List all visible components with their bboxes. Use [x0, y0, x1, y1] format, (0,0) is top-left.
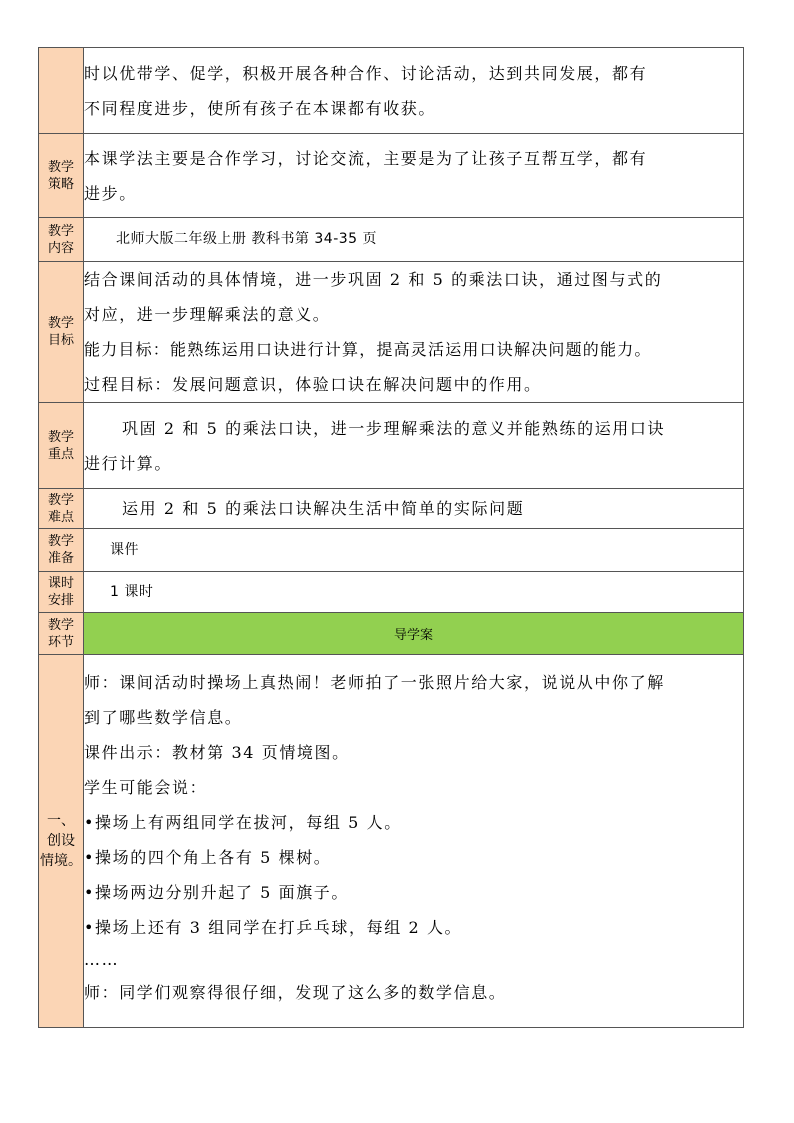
scenario-bullet: •操场的四个角上各有 5 棵树。 — [84, 848, 332, 867]
goals-line: 能力目标：能熟练运用口诀进行计算，提高灵活运用口诀解决问题的能力。 — [84, 340, 652, 359]
schedule-content — [84, 572, 744, 613]
strategy-row — [39, 134, 744, 218]
label-top: 教学 — [47, 316, 74, 331]
goals-content — [84, 262, 744, 403]
goals-label — [39, 262, 84, 403]
scenario-line: 师：同学们观察得很仔细，发现了这么多的数学信息。 — [84, 983, 507, 1002]
key-points-row — [39, 403, 744, 489]
strategy-line: 本课学法主要是合作学习，讨论交流，主要是为了让孩子互帮互学，都有 — [84, 148, 648, 168]
label-bottom: 环节 — [47, 634, 74, 650]
difficulty-row — [39, 489, 744, 529]
label-top: 教学 — [47, 159, 74, 175]
key-points-label — [39, 403, 84, 489]
difficulty-text: 运用 2 和 5 的乘法口诀解决生活中简单的实际问题 — [122, 498, 525, 518]
scenario-line: 课件出示：教材第 34 页情境图。 — [84, 743, 350, 762]
intro-line: 时以优带学、促学，积极开展各种合作、讨论活动，达到共同发展，都有 — [84, 63, 648, 83]
label-line: 创设 — [47, 833, 75, 849]
preparation-text: 课件 — [110, 542, 139, 558]
lesson-plan-table — [38, 47, 744, 1028]
scenario-bullet: •操场两边分别升起了 5 面旗子。 — [84, 883, 349, 902]
difficulty-label — [39, 489, 84, 529]
preparation-row — [39, 529, 744, 572]
scenario-label — [39, 655, 84, 1028]
goals-line: 过程目标：发展问题意识，体验口诀在解决问题中的作用。 — [84, 375, 542, 394]
schedule-label — [39, 572, 84, 613]
scenario-ellipsis: …… — [84, 950, 120, 969]
label-bottom: 安排 — [47, 593, 74, 608]
scenario-line: 到了哪些数学信息。 — [84, 708, 243, 727]
key-points-content — [84, 403, 744, 489]
strategy-content — [84, 134, 744, 218]
label-bottom: 内容 — [47, 240, 74, 256]
schedule-text: 1 课时 — [110, 584, 154, 600]
intro-row — [39, 48, 744, 134]
scenario-bullet: •操场上有两组同学在拔河，每组 5 人。 — [84, 813, 402, 832]
goals-row — [39, 262, 744, 403]
label-top: 教学 — [47, 492, 74, 508]
scenario-content — [84, 655, 744, 1028]
label-line: 一、 — [47, 813, 75, 829]
goals-line: 对应，进一步理解乘法的意义。 — [84, 305, 331, 324]
label-bottom: 策略 — [47, 176, 74, 192]
label-top: 教学 — [47, 617, 74, 633]
difficulty-content — [84, 489, 744, 529]
content-content — [84, 218, 744, 262]
strategy-line: 进步。 — [84, 183, 137, 203]
intro-label-cell — [39, 48, 84, 134]
label-top: 教学 — [47, 429, 74, 445]
preparation-label — [39, 529, 84, 572]
scenario-line: 学生可能会说： — [84, 778, 208, 797]
intro-content — [84, 48, 744, 134]
section-label — [39, 613, 84, 655]
label-bottom: 难点 — [47, 509, 74, 525]
section-row — [39, 613, 744, 655]
content-row — [39, 218, 744, 262]
label-line: 情境。 — [40, 853, 82, 869]
preparation-content — [84, 529, 744, 572]
key-points-line: 进行计算。 — [84, 453, 173, 473]
label-top: 教学 — [47, 534, 74, 549]
section-header: 导学案 — [84, 613, 744, 655]
label-bottom: 准备 — [47, 551, 74, 566]
scenario-line: 师：课间活动时操场上真热闹！老师拍了一张照片给大家，说说从中你了解 — [84, 673, 665, 692]
key-points-line: 巩固 2 和 5 的乘法口诀，进一步理解乘法的意义并能熟练的运用口诀 — [122, 418, 666, 438]
label-bottom: 重点 — [47, 446, 74, 462]
content-label — [39, 218, 84, 262]
goals-line: 结合课间活动的具体情境，进一步巩固 2 和 5 的乘法口诀，通过图与式的 — [84, 270, 663, 289]
schedule-row — [39, 572, 744, 613]
label-top: 教学 — [47, 223, 74, 239]
content-text: 北师大版二年级上册 教科书第 34-35 页 — [116, 231, 378, 247]
scenario-row — [39, 655, 744, 1028]
label-bottom: 目标 — [47, 333, 74, 348]
label-top: 课时 — [47, 576, 74, 591]
intro-line: 不同程度进步，使所有孩子在本课都有收获。 — [84, 98, 437, 118]
strategy-label — [39, 134, 84, 218]
scenario-bullet: •操场上还有 3 组同学在打乒乓球，每组 2 人。 — [84, 918, 463, 937]
